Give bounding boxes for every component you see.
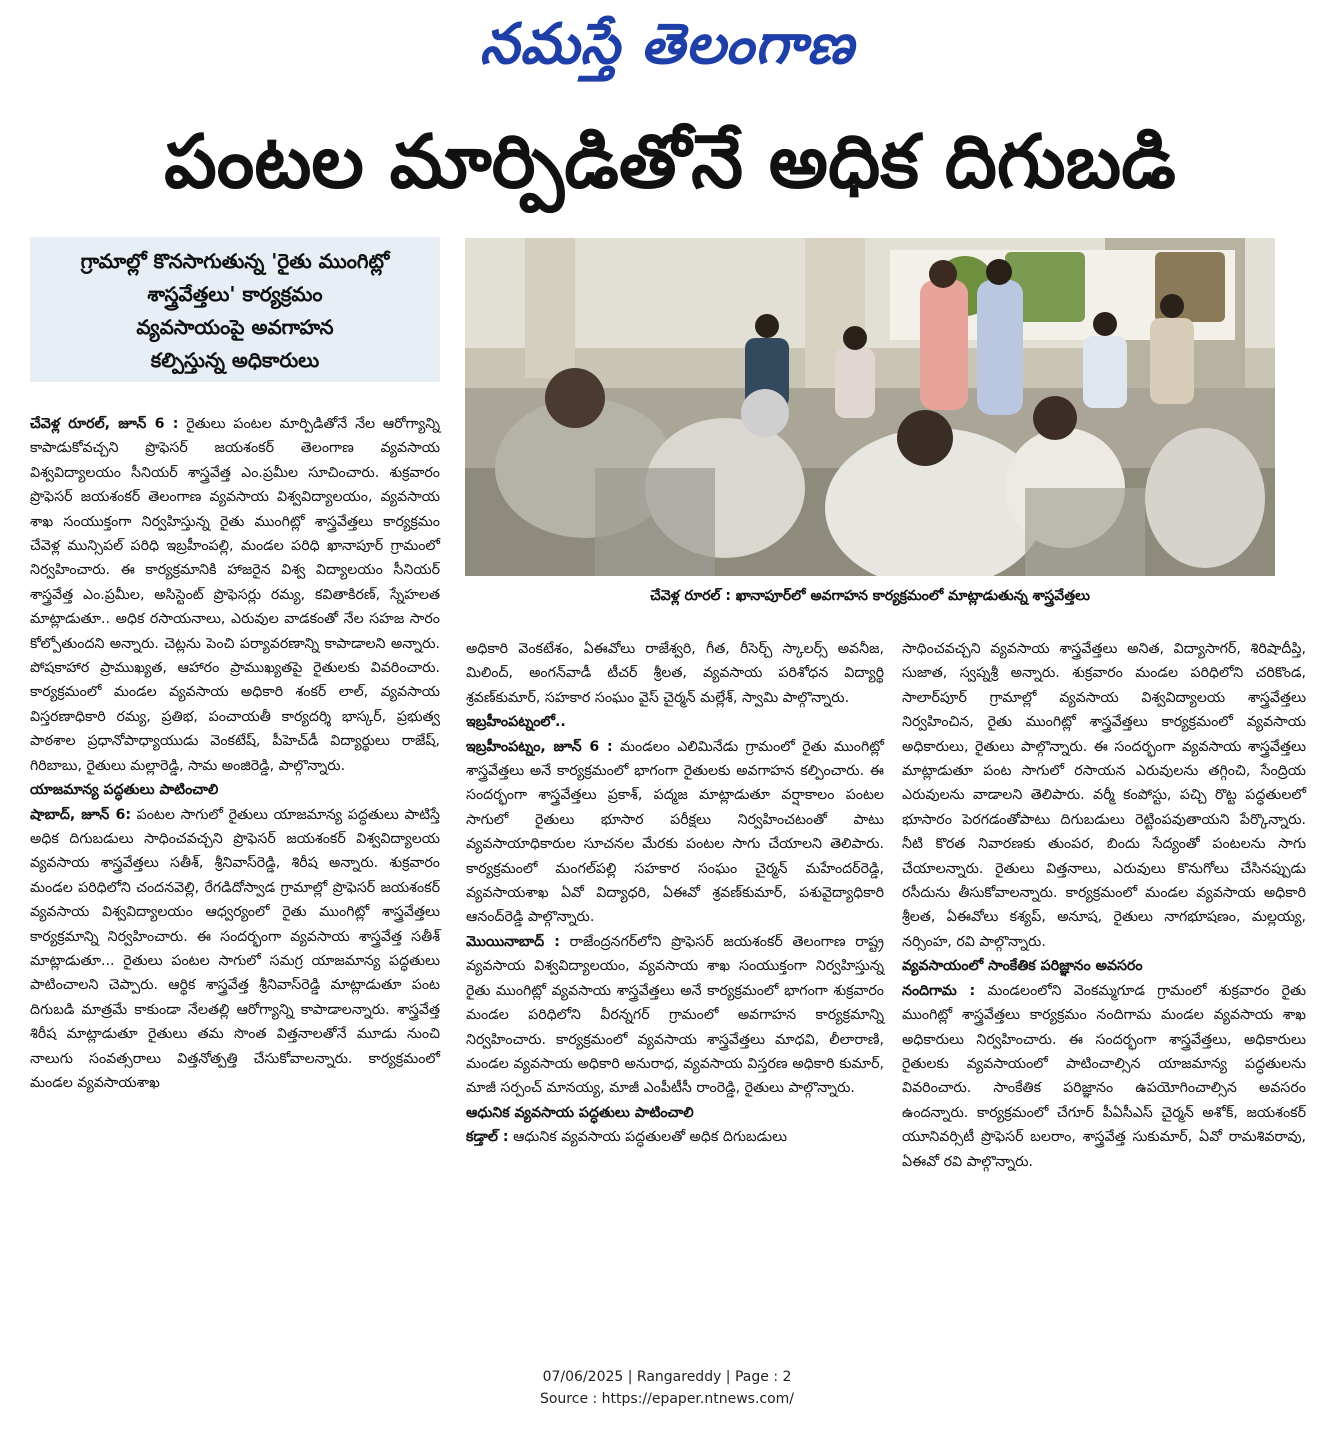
subhead-line: వ్యవసాయంపై అవగాహన [136, 315, 334, 339]
page-footer [0, 1366, 1334, 1410]
article-column-3 [902, 637, 1306, 1174]
subhead-line: శాస్త్రవేత్తలు' కార్యక్రమం [147, 282, 323, 306]
paragraph [902, 979, 1306, 1174]
paragraph: సాధించవచ్చని వ్యవసాయ శాస్త్రవేత్తలు అనిత, విద్యాసాగర్, శిరిషాదీప్తి, సుజాత, స్వప్నశ్రీ అన్నారు. శుక్రవారం మండల పరిధిలోని చరికొండ, సాలార్‌పూర్ గ్రామాల్లో వ్యవసాయ విశ్వవిద్యాలయ శాస్త్రవేత్తలు నిర్వహించిన, రైతు ముంగిట్లో శాస్త్రవేత్తలు కార్యక్రమంలో వ్యవసాయ అధికారులు, రైతులు పాల్గొన్నారు. ఈ సందర్భంగా వ్యవసాయ శాస్త్రవేత్తలు మాట్లాడుతూ పంట సాగులో రసాయన ఎరువులను తగ్గించి, సేంద్రియ ఎరువులను వాడాలని తెలిపారు. వర్మీ కంపోస్టు, పచ్చి రొట్ట పద్ధతులలో భూసారం పెరగడంతోపాటు దిగుబడులు రెట్టింపవుతాయని పేర్కొన్నారు. నీటి కొరత నివారణకు తుంపర, బిందు సేద్యంతో పంటలను సాగు చేయాలన్నారు. రైతులు విత్తనాలు, ఎరువులు కొనుగోలు చేసినప్పుడు రసీదును తీసుకోవాలన్నారు. కార్యక్రమంలో మండల వ్యవసాయ అధికారి శ్రీలత, ఏఈవోలు కశ్యప్, అనూష, రైతులు నాగభూషణం, మల్లయ్య, నర్సింహ, రవి పాల్గొన్నారు. [902, 641, 1306, 950]
source-link: Source : https://epaper.ntnews.com/ [539, 1391, 795, 1407]
paragraph [466, 930, 884, 1101]
photo-caption: చేవెళ్ల రూరల్ : ఖానాపూర్‌లో అవగాహన కార్యక్రమంలో మాట్లాడుతున్న శాస్త్రవేత్తలు [650, 588, 1090, 604]
paragraph-text: రాజేంద్రనగర్‌లోని ప్రొఫెసర్ జయశంకర్ తెలంగాణ రాష్ట్ర వ్యవసాయ విశ్వవిద్యాలయం, వ్యవసాయ శాఖ సంయుక్తంగా నిర్వహిస్తున్న రైతు ముంగిట్లో వ్యవసాయ శాస్త్రవేత్తలు అనే కార్యక్రమంలో భాగంగా శుక్రవారం మండల పరిధిలోని వీరన్నగర్ గ్రామంలో అవగాహన కార్యక్రమాన్ని నిర్వహించారు. కార్యక్రమంలో వ్యవసాయ శాస్త్రవేత్తలు మాధవి, లీలారాణి, మండల వ్యవసాయ అధికారి అనురాధ, వ్యవసాయ విస్తరణ అధికారి కుమార్, మాజీ సర్పంచ్ మానయ్య, మాజీ ఎంపీటీసీ రాంరెడ్డి, రైతులు పాల్గొన్నారు. [466, 933, 884, 1097]
dateline: కడ్తాల్ : [466, 1129, 509, 1146]
section-heading: వ్యవసాయంలో సాంకేతిక పరిజ్ఞానం అవసరం [902, 958, 1143, 975]
newspaper-masthead: నమస్తే తెలంగాణ [479, 11, 855, 77]
paragraph: అధికారి వెంకటేశం, ఏఈవోలు రాజేశ్వరి, గీత, రీసెర్చ్ స్కాలర్స్ అవనీజ, మిలింద్, అంగన్‌వాడీ టీచర్ శ్రీలత, వ్యవసాయ పరిశోధన విద్యార్థి శ్రవణ్‌కుమార్, సహకార సంఘం వైస్ చైర్మన్ మల్లేశ్, స్వామి పాల్గొన్నారు. [466, 641, 884, 706]
article-column-2 [466, 637, 884, 1150]
paragraph [466, 1125, 884, 1149]
paragraph-text: ఆధునిక వ్యవసాయ పద్ధతులతో అధిక దిగుబడులు [508, 1129, 788, 1146]
article-subheading [30, 237, 440, 382]
subhead-line: గ్రామాల్లో కొనసాగుతున్న 'రైతు ముంగిట్లో [80, 249, 390, 273]
dateline: నందిగామ : [902, 982, 976, 999]
article-photo [465, 238, 1275, 576]
paragraph-text: పంటల సాగులో రైతులు యాజమాన్య పద్ధతులు పాటిస్తే అధిక దిగుబడులు సాధించవచ్చని ప్రొఫెసర్ జయశంకర్ విశ్వవిద్యాలయ వ్యవసాయ శాస్త్రవేత్తలు సతీశ్, శ్రీనివాస్‌రెడ్డి, శిరీష అన్నారు. శుక్రవారం మండల పరిధిలోని చందనవెల్లి, రేగడిదోస్వాడ గ్రామాల్లో ప్రొఫెసర్ జయశంకర్ వ్యవసాయ విశ్వవిద్యాలయం ఆధ్వర్యంలో రైతు ముంగిట్లో శాస్త్రవేత్తలు కార్యక్రమాన్ని నిర్వహించారు. ఈ సందర్భంగా వ్యవసాయ శాస్త్రవేత్త సతీశ్ మాట్లాడుతూ... రైతులు పంటల సాగులో సమగ్ర యాజమాన్య పద్ధతులు పాటించాలని చెప్పారు. ఆర్థిక శాస్త్రవేత్త శ్రీనివాస్‌రెడ్డి మాట్లాడుతూ పంట దిగుబడి మాత్రమే కాకుండా నేలతల్లి ఆరోగ్యాన్ని కాపాడాలన్నారు. శాస్త్రవేత్త శిరీష మాట్లాడుతూ రైతులు తమ సొంత విత్తనాలతోనే మూడు నుంచి నాలుగు సంవత్సరాలు విత్తనోత్పత్తి చేసుకోవాలన్నారు. కార్యక్రమంలో మండల వ్యవసాయశాఖ [30, 806, 440, 1091]
meeting-photo-illustration [465, 238, 1275, 576]
section-heading: ఆధునిక వ్యవసాయ పద్ధతులు పాటించాలి [466, 1104, 694, 1121]
dateline: మొయినాబాద్ : [466, 933, 560, 950]
paragraph-text: రైతులు పంటల మార్పిడితోనే నేల ఆరోగ్యాన్ని కాపాడుకోవచ్చని ప్రొఫెసర్ జయశంకర్ తెలంగాణ వ్యవసాయ విశ్వవిద్యాలయం సీనియర్ శాస్త్రవేత్త ఎం.ప్రమీల సూచించారు. శుక్రవారం ప్రొఫెసర్ జయశంకర్ తెలంగాణ వ్యవసాయ విశ్వవిద్యాలయం, వ్యవసాయ శాఖ సంయుక్తంగా నిర్వహిస్తున్న రైతు ముంగిట్లో శాస్త్రవేత్తలు కార్యక్రమం చేవెళ్ల మున్సిపల్ పరిధి ఇబ్రహీంపల్లి, మండల పరిధి ఖానాపూర్ గ్రామంలో నిర్వహించారు. ఈ కార్యక్రమానికి హాజరైన విశ్వ విద్యాలయం సీనియర్ శాస్త్రవేత్త ఎం.ప్రమీల, అసిస్టెంట్ ప్రొఫెసర్లు రమ్య, కవితాకిరణ్, స్నేహలత మాట్లాడుతూ.. అధిక రసాయనాలు, ఎరువుల వాడకంతో నేల సహజ సారం కోల్పోతుందని అన్నారు. చెట్లను పెంచి పర్యావరణాన్ని కాపాడాలని అన్నారు. పోషకాహార ప్రాముఖ్యత, ఆహారం ప్రాముఖ్యతపై రైతులకు వివరించారు. కార్యక్రమంలో మండల వ్యవసాయ అధికారి శంకర్ లాల్, వ్యవసాయ విస్తరణాధికారి రమ్య, ప్రతిభ, పంచాయతీ కార్యదర్శి భాస్కర్, ప్రభుత్వ పాఠశాల ప్రధానోపాధ్యాయుడు వెంకటేష్, పీహెచ్‌డీ విద్యార్థులు రాజేష్, గిరిబాబు, రైతులు మల్లారెడ్డి, సామ అంజిరెడ్డి, పాల్గొన్నారు. [30, 416, 440, 774]
paragraph [30, 803, 440, 1096]
dateline: ఇబ్రహీంపట్నం, జూన్ 6 : [466, 738, 613, 755]
article-column-1 [30, 412, 440, 1095]
edition-info: 07/06/2025 | Rangareddy | Page : 2 [542, 1369, 792, 1385]
section-heading: ఇబ్రహీంపట్నంలో.. [466, 714, 566, 731]
paragraph [466, 735, 884, 930]
subhead-line: కల్పిస్తున్న అధికారులు [150, 348, 320, 372]
dateline: చేవెళ్ల రూరల్, జూన్ 6 : [30, 416, 179, 432]
paragraph-text: మండలం ఎలిమినేడు గ్రామంలో రైతు ముంగిట్లో శాస్త్రవేత్తలు అనే కార్యక్రమంలో భాగంగా రైతులకు అవగాహన కల్పించారు. ఈ సందర్భంగా శాస్త్రవేత్తలు ప్రకాశ్, పద్మజ మాట్లాడుతూ వర్షాకాలం పంటల సాగులో రైతులు భూసార పరీక్షలు నిర్వహించటంతో పాటు వ్యవసాయాధికారుల సూచనల మేరకు పంటల సాగు చేయాలని తెలిపారు. కార్యక్రమంలో మంగల్‌పల్లి సహకార సంఘం చైర్మన్ మహేందర్‌రెడ్డి, వ్యవసాయశాఖ ఏవో విద్యాధరి, ఏఈవో శ్రవణ్‌కుమార్, పశువైద్యాధికారి ఆనంద్‌రెడ్డి పాల్గొన్నారు. [466, 738, 884, 926]
paragraph [30, 412, 440, 778]
section-heading: యాజమాన్య పద్ధతులు పాటించాలి [30, 782, 219, 799]
article-headline: పంటల మార్పిడితోనే అధిక దిగుబడి [164, 119, 1176, 205]
dateline: షాబాద్, జూన్ 6: [30, 806, 132, 823]
paragraph-text: మండలంలోని వెంకమ్మగూడ గ్రామంలో శుక్రవారం రైతు ముంగిట్లో శాస్త్రవేత్తలు కార్యక్రమం నందిగామ మండల వ్యవసాయ శాఖ అధికారులు నిర్వహించారు. ఈ సందర్భంగా శాస్త్రవేత్తలు, అధికారులు రైతులకు వ్యవసాయంలో పాటించాల్సిన యాజమాన్య పద్ధతులను వివరించారు. సాంకేతిక పరిజ్ఞానం ఉపయోగించాల్సిన అవసరం ఉందన్నారు. కార్యక్రమంలో చేగూర్ పీఏసీఎస్ చైర్మన్ అశోక్, జయశంకర్ యూనివర్సిటీ ప్రొఫెసర్ బలరాం, శాస్త్రవేత్త సుకుమార్, ఏవో రామశివరావు, ఏఈవో రవి పాల్గొన్నారు. [902, 982, 1306, 1170]
